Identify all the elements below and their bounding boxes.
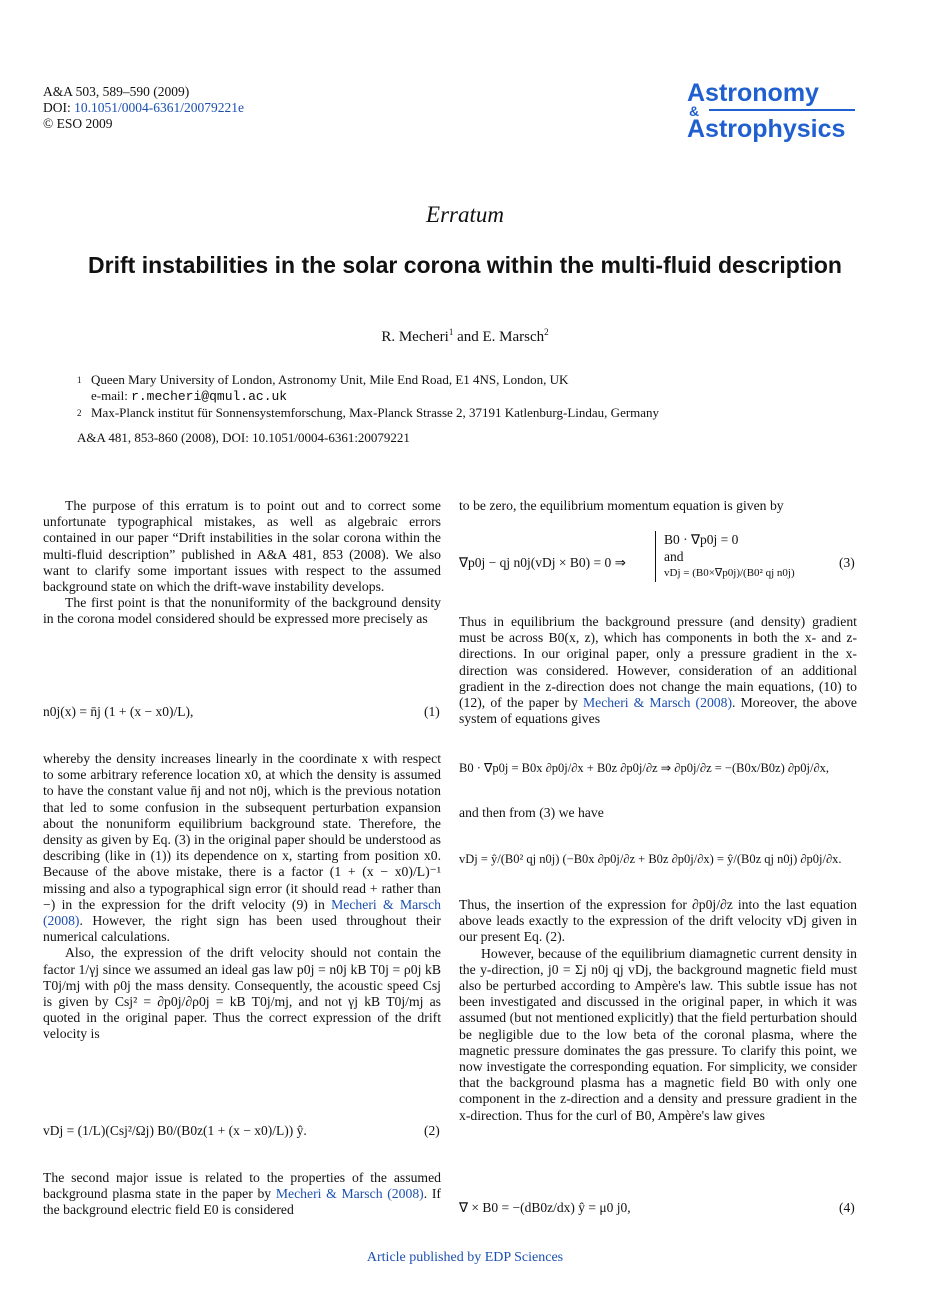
doi-line: DOI: 10.1051/0004-6361/20079221e [43,100,244,115]
affiliations [77,372,857,421]
citation-link[interactable]: Mecheri & Marsch (2008) [43,896,441,929]
left-column-top [43,498,441,628]
equation-number: (4) [839,1200,855,1215]
equation-a: B0 · ∇p0j = B0x ∂p0j/∂x + B0z ∂p0j/∂z ⇒ ∂p0j/∂z = −(B0x/B0z) ∂p0j/∂x, [459,761,830,775]
equation-1: n0j(x) = n̄j (1 + (x − x0)/L), [43,704,194,719]
paragraph: to be zero, the equilibrium momentum equation is given by [459,498,784,513]
citation-link[interactable]: Mecheri & Marsch (2008) [582,695,733,711]
paragraph: and then from (3) we have [459,805,604,820]
right-column-bottom [459,897,857,1124]
right-column-mid: Thus in equilibrium the background pressure (and density) gradient must be across B0(x, z), which has components in both the x- and z-directions. In our original paper, only a pressure gradient in the x-direction was considered. However, consideration of an additional gradient in the z-direction does not change the main equations, (10) to (12), of the paper by Mecheri & Marsch (2008). Moreover, the above system of equations gives [459,614,858,727]
paragraph: The purpose of this erratum is to point out and to correct some unfortunate typographical mistakes, as well as algebraic errors contained in our paper “Drift instabilities in the solar corona within the multi-fluid description” published in A&A 481, 853 (2008). We also want to clarify some important issues with respect to the assumed background state on which the drift-wave instability develops. [43,498,441,595]
left-column-mid: whereby the density increases linearly in the coordinate x with respect to some arbitrary reference location x0, at which the density is assumed to have the constant value n̄j and not n0j, which is the previous notation that led to some confusion in the subsequent perturbation expansion about the nonuniform equilibrium background state. Therefore, the density as given by Eq. (3) in the original paper should be understood as describing (like in (1)) its dependence on x, starting from position x0. Because of the above mistake, there is a factor (1 + (x − x0)/L)⁻¹ missing and also a typographical sign error (it should read + rather than −) in the expression for the drift velocity (9) in Mecheri & Marsch (2008). However, the right sign has been used throughout their numerical calculations. Also, the expression of the drift velocity should not contain the factor 1/γj since we assumed an ideal gas law p0j = n0j kB T0j = ρ0j kB T0j/mj with ρ0j the mass density. Consequently, the acoustic speed Csj is given by Csj² = ∂p0j/∂ρ0j = kB T0j/mj, and not γj kB T0j/mj as quoted in the original paper. Thus the correct expression of the drift velocity is [43,751,441,1042]
equation-3-cases: B0 · ∇p0j = 0 and vDj = (B0×∇p0j)/(B0² qj n0j) [655,531,795,582]
citation-link[interactable]: Mecheri & Marsch (2008) [275,1186,424,1202]
equation-number: (2) [424,1123,440,1138]
authors: R. Mecheri$^1$ and E. Marsch$^2$ [381,327,549,345]
email-line: e-mail: r.mecheri@qmul.ac.uk [91,388,288,404]
journal-line: A&A 503, 589–590 (2009) [43,84,190,99]
journal-logo: Astronomy & Astrophysics [687,80,857,142]
logo-rule [709,109,855,111]
right-column-text [459,805,857,821]
journal-header [43,84,244,132]
right-column-top [459,498,857,514]
article-type: Erratum [426,202,504,227]
original-reference: A&A 481, 853-860 (2008), DOI: 10.1051/0004-6361:20079221 [77,430,410,445]
equation-2: vDj = (1/L)(Csj²/Ωj) B0/(B0z(1 + (x − x0)/L)) ŷ. [43,1123,307,1138]
equation-number: (3) [839,555,855,570]
paragraph: whereby the density increases linearly in the coordinate x with respect to some arbitrary reference location x0, at which the density is assumed to have the constant value n̄j and not n0j, which is the previous notation that led to some confusion in the subsequent perturbation expansion about the nonuniform equilibrium background state. Therefore, the density as given by Eq. (3) in the original paper should be understood as describing (like in (1)) its dependence on x, starting from position x0. Because of the above mistake, there is a factor (1 + (x − x0)/L)⁻¹ missing and also a typographical sign error (it should read + rather than −) in the expression for the drift velocity (9) in [43,751,441,912]
publisher-footer[interactable]: Article published by EDP Sciences [366,1250,564,1265]
copyright: © ESO 2009 [43,116,113,131]
equation-number: (1) [424,704,440,719]
doi-link[interactable]: 10.1051/0004-6361/20079221e [74,100,244,115]
affiliation-2: 2 Max-Planck institut für Sonnensystemforschung, Max-Planck Strasse 2, 37191 Katlenburg-Lindau, Germany [77,405,660,420]
affiliation-1: 1 Queen Mary University of London, Astronomy Unit, Mile End Road, E1 4NS, London, UK [77,372,569,387]
email-link[interactable]: r.mecheri@qmul.ac.uk [131,389,288,404]
paragraph: However, because of the equilibrium diamagnetic current density in the y-direction, j0 = Σj n0j qj vDj, the background magnetic field must also be perturbed according to Ampère's law. This subtle issue has not been investigated and discussed in the original paper, in which it was assumed (but not mentioned explicitly) that the field perturbation should be negligible due to the low beta of the coronal plasma, where the magnetic pressure dominates the gas pressure. To clarify this point, we now investigate the corresponding equation. For simplicity, we consider that the background plasma has a magnetic field B0 with only one component in the z-direction and a density and pressure gradient in the x-direction. Thus for the curl of B0, Ampère's law gives [459,945,857,1123]
paper-title: Drift instabilities in the solar corona within the multi-fluid description [88,252,842,278]
equation-4: ∇ × B0 = −(dB0z/dx) ŷ = μ0 j0, [459,1200,631,1215]
paragraph: The first point is that the nonuniformity of the background density in the corona model considered should be expressed more precisely as [43,595,441,627]
equation-3-lhs: ∇p0j − qj n0j(vDj × B0) = 0 ⇒ [459,555,626,570]
paragraph: Thus, the insertion of the expression for ∂p0j/∂z into the last equation above leads exactly to the expression of the drift velocity vDj given in our present Eq. (2). [459,897,857,945]
paragraph: Also, the expression of the drift velocity should not contain the factor 1/γj since we assumed an ideal gas law p0j = n0j kB T0j = ρ0j kB T0j/mj with ρ0j the mass density. Consequently, the acoustic speed Csj is given by Csj² = ∂p0j/∂ρ0j = kB T0j/mj, and not γj kB T0j/mj as quoted in the original paper. Thus the correct expression of the drift velocity is [43,945,441,1042]
equation-b: vDj = ŷ/(B0² qj n0j) (−B0x ∂p0j/∂z + B0z ∂p0j/∂x) = ŷ/(B0z qj n0j) ∂p0j/∂x. [459,852,842,866]
left-column-bottom: The second major issue is related to the properties of the assumed background plasma state in the paper by Mecheri & Marsch (2008). If the background electric field E0 is considered [43,1170,441,1218]
